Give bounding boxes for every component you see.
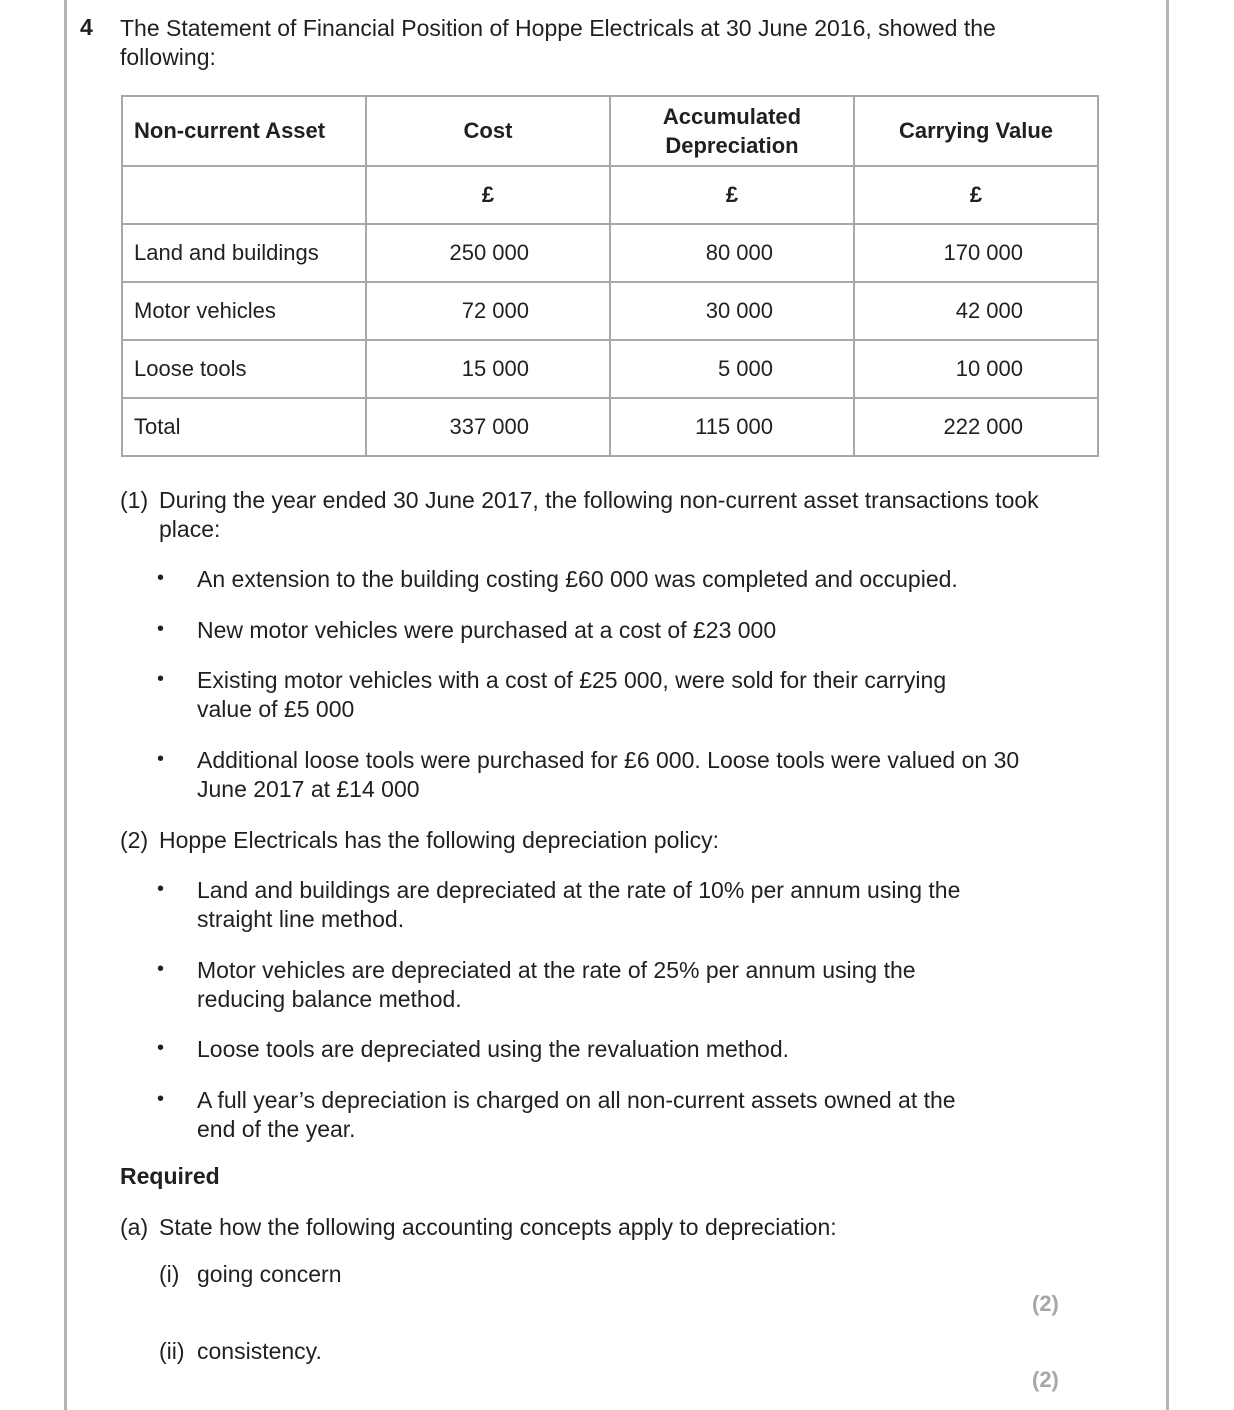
bullet-icon: • <box>157 567 165 589</box>
table-header-row <box>122 96 1098 166</box>
table-row-total <box>122 398 1098 456</box>
section1-bullet: An extension to the building costing £60 000 was completed and occupied. <box>197 566 958 592</box>
table-row <box>122 282 1098 340</box>
part-a-ii-label: (ii) <box>159 1338 185 1364</box>
bullet-icon: • <box>157 958 165 980</box>
cost-value: 337 000 <box>366 398 610 456</box>
question-number: 4 <box>80 14 93 40</box>
section1-label: (1) <box>120 487 149 513</box>
section2-bullet: Loose tools are depreciated using the revaluation method. <box>197 1036 790 1062</box>
part-a-label: (a) <box>120 1214 149 1240</box>
section1-text: During the year ended 30 June 2017, the following non-current asset transactions took place: <box>159 487 1039 542</box>
marks-part-a-ii: (2) <box>1032 1367 1059 1392</box>
part-a-ii-text: consistency. <box>197 1338 322 1364</box>
cost-value: 250 000 <box>366 224 610 282</box>
section2-bullet: Motor vehicles are depreciated at the rate of 25% per annum using the reducing balance method. <box>197 957 916 1012</box>
acc-dep-value: 80 000 <box>610 224 854 282</box>
carrying-value: 170 000 <box>854 224 1098 282</box>
asset-name: Total <box>122 398 366 456</box>
section2-text: Hoppe Electricals has the following depreciation policy: <box>159 827 719 853</box>
bullet-icon: • <box>157 748 165 770</box>
part-a-i-label: (i) <box>159 1261 180 1287</box>
financial-position-table <box>121 95 1099 457</box>
section1-bullet: Additional loose tools were purchased for £6 000. Loose tools were valued on 30 June 2017 at £14 000 <box>197 747 1020 802</box>
asset-name: Land and buildings <box>122 224 366 282</box>
required-heading: Required <box>120 1163 220 1189</box>
header-acc-dep: Accumulated Depreciation <box>610 96 854 166</box>
currency-carrying: £ <box>854 166 1098 224</box>
acc-dep-value: 5 000 <box>610 340 854 398</box>
bullet-icon: • <box>157 668 165 690</box>
table-row <box>122 340 1098 398</box>
bullet-icon: • <box>157 1088 165 1110</box>
section2-bullet: A full year’s depreciation is charged on all non-current assets owned at the end of the year. <box>197 1087 956 1142</box>
carrying-value: 10 000 <box>854 340 1098 398</box>
acc-dep-value: 115 000 <box>610 398 854 456</box>
section1-bullet: New motor vehicles were purchased at a cost of £23 000 <box>197 617 777 643</box>
currency-acc-dep: £ <box>610 166 854 224</box>
currency-cost: £ <box>366 166 610 224</box>
asset-name: Motor vehicles <box>122 282 366 340</box>
section1-bullet: Existing motor vehicles with a cost of £25 000, were sold for their carrying value of £5 000 <box>197 667 947 722</box>
section2-bullet: Land and buildings are depreciated at the rate of 10% per annum using the straight line method. <box>197 877 961 932</box>
acc-dep-value: 30 000 <box>610 282 854 340</box>
part-a-text: State how the following accounting concepts apply to depreciation: <box>159 1214 837 1240</box>
carrying-value: 42 000 <box>854 282 1098 340</box>
table-row <box>122 224 1098 282</box>
page-left-border <box>64 0 67 1410</box>
header-carrying: Carrying Value <box>854 96 1098 166</box>
header-asset: Non-current Asset <box>122 96 366 166</box>
header-cost: Cost <box>366 96 610 166</box>
cost-value: 72 000 <box>366 282 610 340</box>
section2-label: (2) <box>120 827 149 853</box>
bullet-icon: • <box>157 618 165 640</box>
asset-name: Loose tools <box>122 340 366 398</box>
question-intro: The Statement of Financial Position of Hoppe Electricals at 30 June 2016, showed the following: <box>120 15 996 70</box>
currency-row <box>122 166 1098 224</box>
marks-part-a-i: (2) <box>1032 1291 1059 1316</box>
cost-value: 15 000 <box>366 340 610 398</box>
bullet-icon: • <box>157 1037 165 1059</box>
carrying-value: 222 000 <box>854 398 1098 456</box>
bullet-icon: • <box>157 878 165 900</box>
page-right-border <box>1166 0 1169 1410</box>
part-a-i-text: going concern <box>197 1261 342 1287</box>
